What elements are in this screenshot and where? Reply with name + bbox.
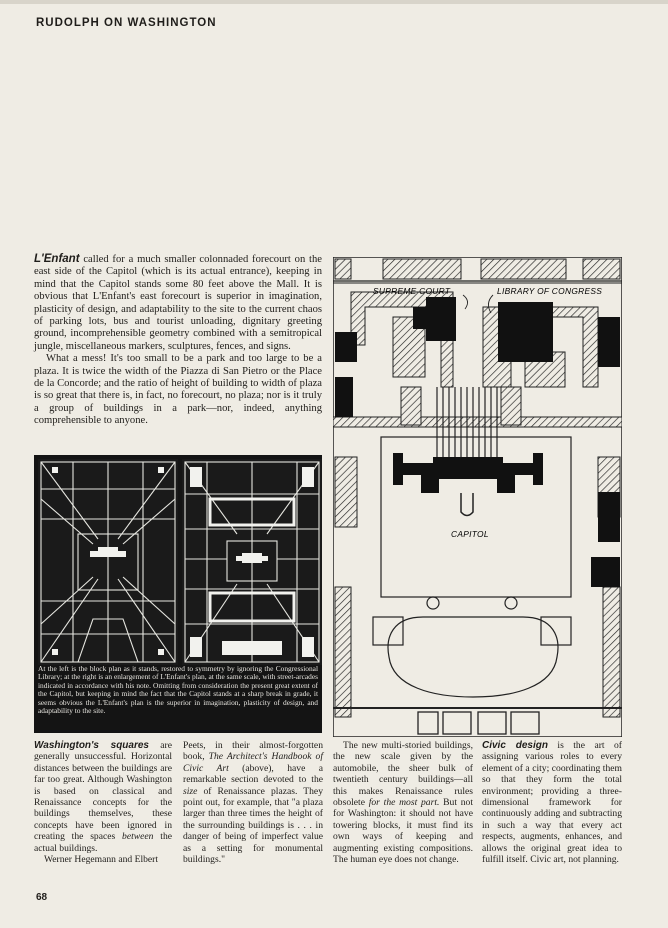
col4-paragraph <box>482 740 622 865</box>
column-2 <box>183 740 323 865</box>
col3-body: The new multi-storied buildings, the new scale given by the automobile, the sheer bulk of twentieth century buildings—all this makes Renaissance rules obsolete <box>333 740 473 809</box>
col2-book-title: The Architect's Handbook of Civic Art <box>183 751 324 774</box>
library-of-congress-label: LIBRARY OF CONGRESS <box>497 286 603 296</box>
block-plan-figure <box>34 455 322 733</box>
col1-lead: Washington's squares <box>34 740 149 751</box>
col2-a: Peets, in their almost-forgotten book, <box>183 740 323 763</box>
page-number: 68 <box>36 892 48 903</box>
capitol-site-plan <box>333 257 622 737</box>
running-head: RUDOLPH ON WASHINGTON <box>36 17 217 29</box>
col4-body: is the art of assigning various roles to every element of a city; coordinating them so that they form the total environment; providing a three-dimensional framework for continuously adding and subtracting in such a way that every act respects, augments, enhances, and allows the original great idea to fulfill itself. Civic art, not planning. <box>482 740 623 866</box>
intro-paragraph-1 <box>34 253 322 353</box>
figure-caption: At the left is the block plan as it stands, restored to symmetry by ignoring the Congressional Library; at the right is an enlargement of L'Enfant's plan, at the same scale, with street-arcades indicated in accordance with his note. Omitting from consideration the present great extent of the Capitol, but keeping in mind the fact that the Capitol stands at a sharp break in grade, it seems obvious the L'Enfant's plan is the superior in imagination, plasticity of design, and adaptability to the site. <box>38 664 318 716</box>
column-4 <box>482 740 622 865</box>
block-plan-right <box>182 459 322 665</box>
column-1 <box>34 740 172 865</box>
column-3 <box>333 740 473 865</box>
intro-body-1: called for a much smaller colonnaded forecourt on the east side of the Capitol (which is its actual entrance), keeping in mind that the Capitol stands some 80 feet above the Mall. It is obvious that L'Enfant's east forecourt is superior in imagination, plasticity of design, and adaptability to the site to the current chaos of parking lots, bus and tourist unloading, dignitary greeting ground, incomprehensible geometry combined with a semitropical jungle, miscellaneous markers, sculptures, fences, and signs. <box>34 254 322 352</box>
col1-italic: between <box>122 831 154 843</box>
col2-paragraph <box>183 740 323 865</box>
lead-in: L'Enfant <box>34 253 80 265</box>
col4-lead: Civic design <box>482 740 548 751</box>
col3-paragraph <box>333 740 473 865</box>
capitol-label: CAPITOL <box>451 529 489 539</box>
col1-paragraph-2: Werner Hegemann and Elbert <box>44 854 159 866</box>
col1-body-end: the actual buildings. <box>34 831 172 854</box>
intro-paragraph-2: What a mess! It's too small to be a park and too large to be a plaza. It is twice the width of the Piazza di San Pietro or the Place de la Concorde; and the ratio of height of building to width of plaza is so great that there is, in fact, no forecourt, no plaza; nor is it truly a group of buildings in a park—nor, indeed, anything comprehensible to anyone. <box>34 353 322 427</box>
col2-size: size <box>183 785 198 797</box>
intro-text <box>34 253 322 428</box>
col3-italic: for the most part. <box>368 797 440 809</box>
col3-body-end: But not for Washington: it should not have towering blocks, it must find its own ways of keeping and augmenting existing compositions. The human eye does not change. <box>333 797 473 866</box>
block-plan-left <box>38 459 178 665</box>
col2-b: (above), have a remarkable section devoted to the <box>183 762 323 786</box>
col2-c: of Renaissance plazas. They point out, for example, that "a plaza larger than three times the height of the surrounding buildings is . . . in danger of being of imperfect value as a setting for monumental buildings." <box>183 785 323 866</box>
top-edge <box>0 0 668 4</box>
supreme-court-label: SUPREME COURT <box>373 286 451 296</box>
col1-body: are generally unsuccessful. Horizontal distances between the buildings are far too great. Although Washington is based on classical and Renaissance concepts for the buildings themselves, these concepts have been ignored in creating the spaces <box>34 740 172 843</box>
col1-paragraph-1 <box>34 740 172 854</box>
